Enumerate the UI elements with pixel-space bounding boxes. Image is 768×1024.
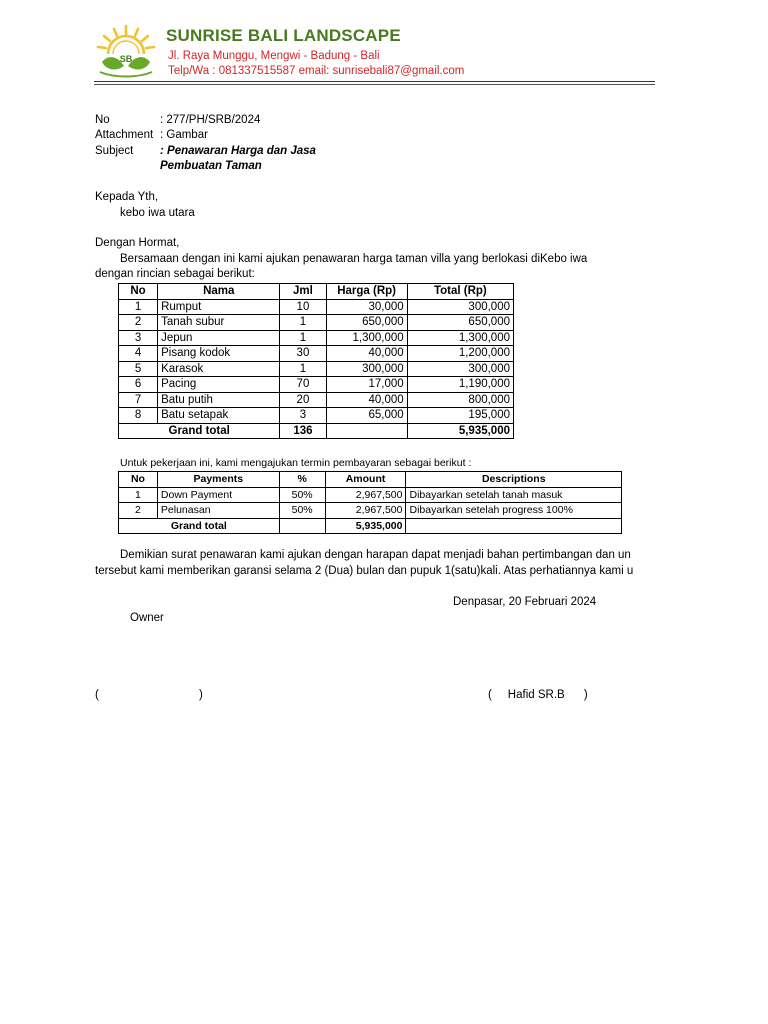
- grand-total-row: [119, 423, 514, 439]
- table-row: [119, 346, 514, 362]
- grand-total-qty: 136: [280, 423, 326, 439]
- recipient-salutation: Kepada Yth,: [95, 191, 159, 203]
- payments-grand-total-amount: 5,935,000: [325, 518, 406, 534]
- row-qty: 70: [280, 377, 326, 393]
- col-header: Nama: [158, 284, 280, 300]
- col-header: Total (Rp): [407, 284, 513, 300]
- row-price: 40,000: [326, 392, 407, 408]
- payment-percent: 50%: [279, 503, 325, 519]
- subject-line-2: Pembuatan Taman: [160, 160, 262, 172]
- row-name: Karasok: [158, 361, 280, 377]
- closing-line-2: tersebut kami memberikan garansi selama 2 (Dua) bulan dan pupuk 1(satu)kali. Atas perhatiannya kami u: [95, 565, 634, 577]
- left-signature-close: ): [199, 689, 203, 701]
- intro-line-2: dengan rincian sebagai berikut:: [95, 268, 255, 280]
- row-total: 800,000: [407, 392, 513, 408]
- row-total: 650,000: [407, 315, 513, 331]
- row-price: 650,000: [326, 315, 407, 331]
- payments-table: [118, 471, 622, 534]
- row-name: Rumput: [158, 299, 280, 315]
- payment-amount: 2,967,500: [325, 503, 406, 519]
- col-header: No: [119, 284, 158, 300]
- no-value: : 277/PH/SRB/2024: [160, 114, 261, 126]
- col-header: Harga (Rp): [326, 284, 407, 300]
- row-total: 1,200,000: [407, 346, 513, 362]
- col-header: No: [119, 472, 158, 488]
- row-price: 40,000: [326, 346, 407, 362]
- col-header: Jml: [280, 284, 326, 300]
- items-table: [118, 283, 514, 439]
- logo-text: SB: [119, 54, 133, 64]
- payment-amount: 2,967,500: [325, 487, 406, 503]
- row-qty: 1: [280, 330, 326, 346]
- payments-grand-total-row: [119, 518, 622, 534]
- intro-line-1: Bersamaan dengan ini kami ajukan penawaran harga taman villa yang berlokasi diKebo iwa: [120, 253, 588, 265]
- grand-total-amount: 5,935,000: [407, 423, 513, 439]
- row-name: Pisang kodok: [158, 346, 280, 362]
- no-label: No: [95, 114, 110, 126]
- table-row: [119, 392, 514, 408]
- greeting: Dengan Hormat,: [95, 237, 180, 249]
- header-divider-thin: [94, 84, 655, 85]
- row-no: 1: [119, 299, 158, 315]
- row-qty: 3: [280, 408, 326, 424]
- row-name: Pacing: [158, 377, 280, 393]
- col-header: Descriptions: [406, 472, 622, 488]
- table-row: [119, 377, 514, 393]
- row-qty: 1: [280, 361, 326, 377]
- header-divider: [94, 81, 655, 82]
- company-name: SUNRISE BALI LANDSCAPE: [166, 26, 401, 45]
- payment-intro: Untuk pekerjaan ini, kami mengajukan termin pembayaran sebagai berikut :: [120, 457, 472, 469]
- row-price: 65,000: [326, 408, 407, 424]
- row-price: 300,000: [326, 361, 407, 377]
- payment-description: Dibayarkan setelah progress 100%: [406, 503, 622, 519]
- table-row: [119, 299, 514, 315]
- payment-no: 1: [119, 487, 158, 503]
- attachment-label: Attachment: [95, 129, 154, 141]
- place-date: Denpasar, 20 Februari 2024: [453, 596, 597, 608]
- row-name: Batu setapak: [158, 408, 280, 424]
- right-signature: ( Hafid SR.B ): [488, 689, 588, 701]
- payment-no: 2: [119, 503, 158, 519]
- col-header: Amount: [325, 472, 406, 488]
- table-row: [119, 408, 514, 424]
- row-name: Tanah subur: [158, 315, 280, 331]
- row-total: 300,000: [407, 299, 513, 315]
- payment-percent: 50%: [279, 487, 325, 503]
- row-price: 1,300,000: [326, 330, 407, 346]
- row-no: 5: [119, 361, 158, 377]
- row-name: Jepun: [158, 330, 280, 346]
- row-no: 7: [119, 392, 158, 408]
- row-name: Batu putih: [158, 392, 280, 408]
- table-row: [119, 330, 514, 346]
- recipient-name: kebo iwa utara: [120, 207, 195, 219]
- closing-line-1: Demikian surat penawaran kami ajukan dengan harapan dapat menjadi bahan pertimbangan dan un: [120, 549, 631, 561]
- attachment-value: : Gambar: [160, 129, 208, 141]
- row-price: 30,000: [326, 299, 407, 315]
- row-no: 4: [119, 346, 158, 362]
- left-signature-open: (: [95, 689, 99, 701]
- grand-total-empty: [326, 423, 407, 439]
- table-row: [119, 487, 622, 503]
- owner-role: Owner: [130, 612, 164, 624]
- row-total: 1,300,000: [407, 330, 513, 346]
- row-qty: 10: [280, 299, 326, 315]
- payment-name: Pelunasan: [157, 503, 279, 519]
- row-total: 195,000: [407, 408, 513, 424]
- row-qty: 1: [280, 315, 326, 331]
- company-address: Jl. Raya Munggu, Mengwi - Badung - Bali: [168, 50, 380, 62]
- row-qty: 30: [280, 346, 326, 362]
- payments-grand-total-label: Grand total: [119, 518, 280, 534]
- table-row: [119, 503, 622, 519]
- row-total: 1,190,000: [407, 377, 513, 393]
- payments-grand-total-empty: [279, 518, 325, 534]
- payments-grand-total-empty: [406, 518, 622, 534]
- row-no: 8: [119, 408, 158, 424]
- row-no: 2: [119, 315, 158, 331]
- col-header: %: [279, 472, 325, 488]
- company-logo: [94, 22, 158, 80]
- subject-line-1: : Penawaran Harga dan Jasa: [160, 145, 316, 157]
- row-no: 6: [119, 377, 158, 393]
- table-row: [119, 315, 514, 331]
- company-contact: Telp/Wa : 081337515587 email: sunrisebali87@gmail.com: [168, 65, 465, 77]
- payment-name: Down Payment: [157, 487, 279, 503]
- row-qty: 20: [280, 392, 326, 408]
- items-header-row: [119, 284, 514, 300]
- payment-description: Dibayarkan setelah tanah masuk: [406, 487, 622, 503]
- grand-total-label: Grand total: [119, 423, 280, 439]
- row-total: 300,000: [407, 361, 513, 377]
- table-row: [119, 361, 514, 377]
- row-price: 17,000: [326, 377, 407, 393]
- payments-header-row: [119, 472, 622, 488]
- row-no: 3: [119, 330, 158, 346]
- col-header: Payments: [157, 472, 279, 488]
- subject-label: Subject: [95, 145, 134, 157]
